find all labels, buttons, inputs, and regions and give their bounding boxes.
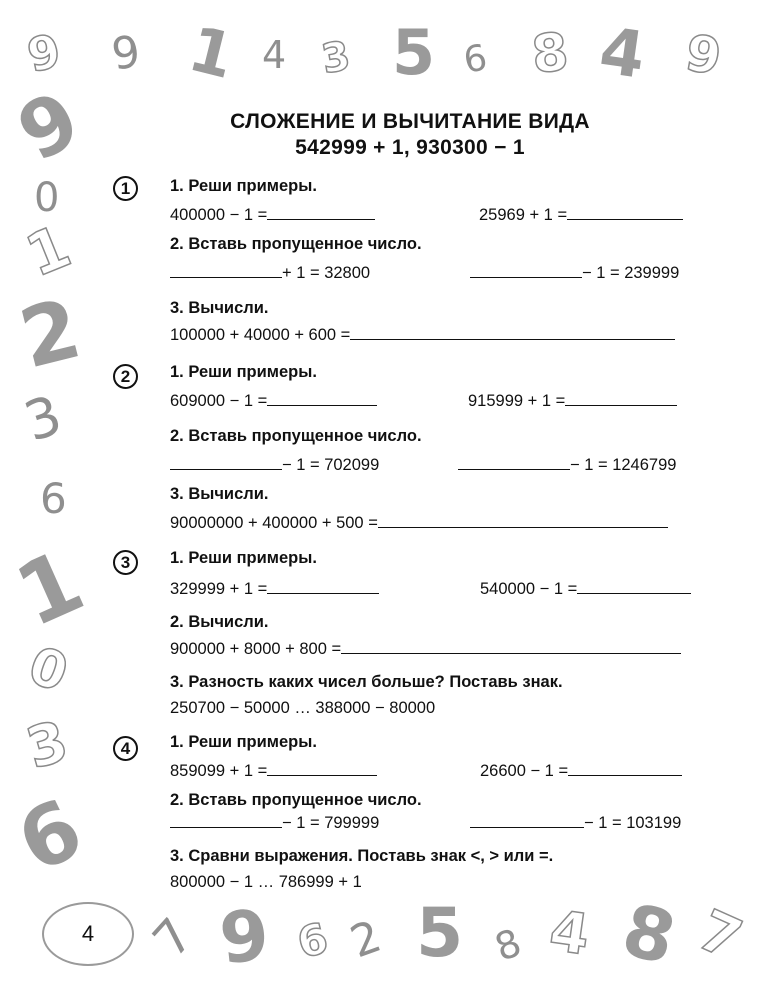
decor-digit: 3 <box>16 383 70 454</box>
equation-text: 329999 + 1 = <box>170 580 268 598</box>
task-heading: 1. Реши примеры. <box>170 177 317 195</box>
decor-digit: 4 <box>262 33 287 77</box>
equation-text: 609000 − 1 = <box>170 392 268 410</box>
equation-text: − 1 = 103199 <box>584 814 682 832</box>
equation <box>470 262 679 283</box>
decor-digit: 7 <box>688 897 751 974</box>
block-number-badge: 3 <box>113 550 138 575</box>
task-heading: 3. Разность каких чисел больше? Поставь знак. <box>170 673 563 691</box>
answer-blank[interactable] <box>458 454 570 470</box>
equation <box>458 454 676 475</box>
decor-digit: 7 <box>142 907 205 969</box>
equation: 250700 − 50000 … 388000 − 80000 <box>170 699 436 717</box>
task-heading: 1. Реши примеры. <box>170 363 317 381</box>
task-heading: 1. Реши примеры. <box>170 549 317 567</box>
equation <box>480 760 682 781</box>
answer-blank[interactable] <box>267 204 375 220</box>
answer-blank[interactable] <box>378 512 668 528</box>
decor-digit: 1 <box>2 531 98 647</box>
block-number-badge: 4 <box>113 736 138 761</box>
equation <box>170 454 379 475</box>
equation-text: − 1 = 239999 <box>582 264 680 282</box>
task-heading: 1. Реши примеры. <box>170 733 317 751</box>
equation <box>170 204 375 225</box>
answer-blank[interactable] <box>567 204 683 220</box>
equation <box>170 324 675 345</box>
decor-digit: 8 <box>614 887 684 981</box>
answer-blank[interactable] <box>170 262 282 278</box>
equation-text: − 1 = 702099 <box>282 456 380 474</box>
equation-text: − 1 = 799999 <box>282 814 380 832</box>
decor-digit: 5 <box>416 894 464 973</box>
answer-blank[interactable] <box>170 454 282 470</box>
task-heading: 2. Вставь пропущенное число. <box>170 427 422 445</box>
task-heading: 2. Вставь пропущенное число. <box>170 791 422 809</box>
equation <box>480 578 691 599</box>
decor-digit: 6 <box>3 781 97 892</box>
page-title-line-2: 542999 + 1, 930300 − 1 <box>295 136 525 159</box>
answer-blank[interactable] <box>577 578 691 594</box>
block-number-badge: 1 <box>113 176 138 201</box>
decor-digit: 8 <box>528 22 572 86</box>
equation <box>170 638 681 659</box>
task-heading: 3. Сравни выражения. Поставь знак <, > или =. <box>170 847 554 865</box>
equation <box>170 390 377 411</box>
equation-text: 859099 + 1 = <box>170 762 268 780</box>
decor-digit: 6 <box>40 474 67 523</box>
decor-digit: 2 <box>11 281 90 388</box>
answer-blank[interactable] <box>565 390 677 406</box>
decor-digit: 9 <box>681 23 726 87</box>
answer-blank[interactable] <box>470 812 584 828</box>
decor-digit: 1 <box>181 11 242 94</box>
decor-digit: 4 <box>545 898 594 969</box>
page-title-line-1: СЛОЖЕНИЕ И ВЫЧИТАНИЕ ВИДА <box>230 110 590 133</box>
equation <box>470 812 681 833</box>
answer-blank[interactable] <box>267 760 377 776</box>
answer-blank[interactable] <box>568 760 682 776</box>
equation-text: 915999 + 1 = <box>468 392 566 410</box>
answer-blank[interactable] <box>341 638 681 654</box>
equation-text: 25969 + 1 = <box>479 206 568 224</box>
block-number-badge: 2 <box>113 364 138 389</box>
equation <box>468 390 677 411</box>
equation-text: 400000 − 1 = <box>170 206 268 224</box>
decor-digit: 5 <box>392 16 436 89</box>
equation <box>170 760 377 781</box>
equation-text: 90000000 + 400000 + 500 = <box>170 514 378 532</box>
equation <box>170 512 668 533</box>
answer-blank[interactable] <box>267 578 379 594</box>
answer-blank[interactable] <box>350 324 675 340</box>
task-heading: 3. Вычисли. <box>170 299 269 317</box>
equation-text: 900000 + 8000 + 800 = <box>170 640 342 658</box>
page-number: 4 <box>81 921 95 946</box>
task-heading: 3. Вычисли. <box>170 485 269 503</box>
decor-digit: 3 <box>318 32 354 84</box>
equation <box>170 578 379 599</box>
decor-digit: 2 <box>343 910 388 969</box>
task-heading: 2. Вставь пропущенное число. <box>170 235 422 253</box>
task-heading: 2. Вычисли. <box>170 613 269 631</box>
equation <box>170 812 379 833</box>
decor-digit: 8 <box>489 920 527 970</box>
equation <box>170 262 370 283</box>
equation: 800000 − 1 … 786999 + 1 <box>170 873 362 891</box>
equation-text: 540000 − 1 = <box>480 580 578 598</box>
decor-digit: 1 <box>16 211 80 291</box>
decor-digit: 9 <box>108 26 144 81</box>
answer-blank[interactable] <box>267 390 377 406</box>
decor-digit: 9 <box>4 74 95 180</box>
decor-digit: 6 <box>292 913 333 968</box>
decor-digit: 6 <box>460 37 491 82</box>
page-number-oval <box>42 902 134 966</box>
decor-digit: 0 <box>34 175 60 221</box>
answer-blank[interactable] <box>170 812 282 828</box>
decor-digit: 4 <box>595 14 650 94</box>
equation-text: − 1 = 1246799 <box>570 456 677 474</box>
answer-blank[interactable] <box>470 262 582 278</box>
decor-digit: 0 <box>20 635 76 705</box>
decor-digit: 9 <box>215 893 273 981</box>
equation-text: + 1 = 32800 <box>282 264 371 282</box>
equation <box>479 204 683 225</box>
equation-text: 26600 − 1 = <box>480 762 569 780</box>
decor-digit: 9 <box>22 23 66 83</box>
decor-digit: 3 <box>19 708 76 783</box>
equation-text: 100000 + 40000 + 600 = <box>170 326 351 344</box>
